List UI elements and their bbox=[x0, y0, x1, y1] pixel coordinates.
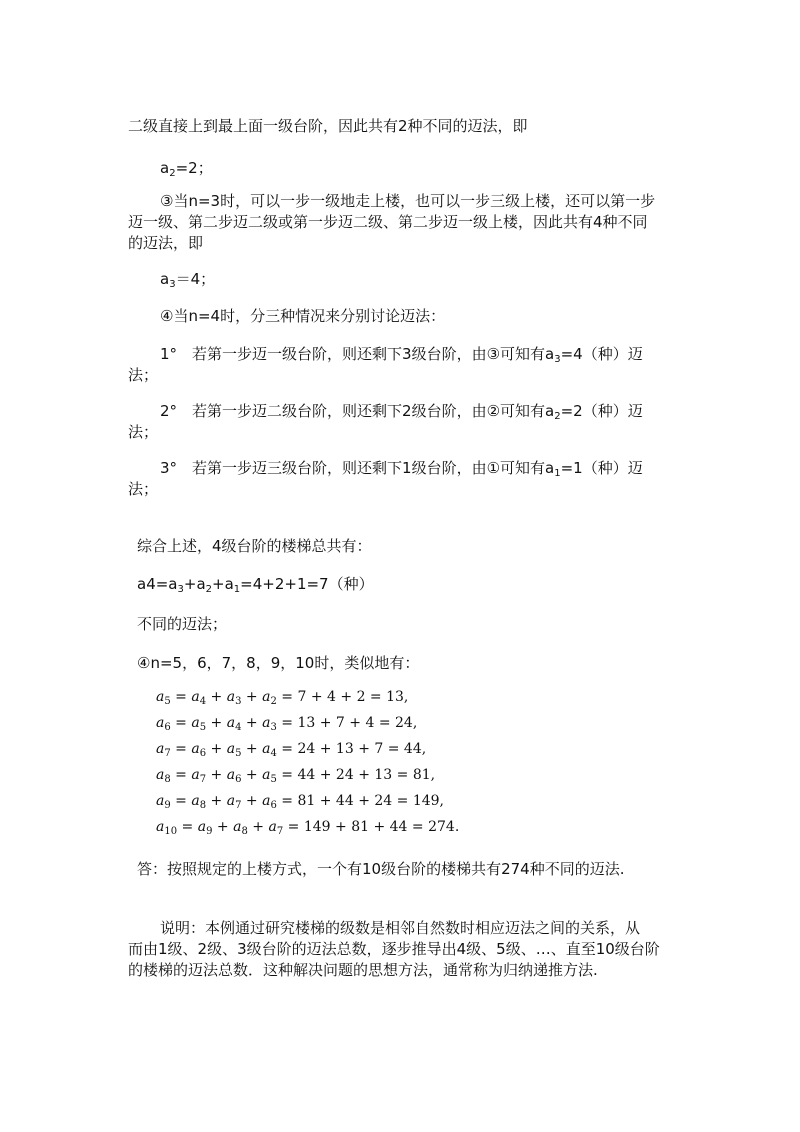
paragraph-line: 法； bbox=[128, 366, 159, 384]
case-3-line: 3° 若第一步迈三级台阶，则还剩下1级台阶，由①可知有$a_1=1$（种）迈 bbox=[160, 459, 643, 479]
note-line: 说明：本例通过研究楼梯的级数是相邻自然数时相应迈法之间的关系，从 bbox=[160, 919, 641, 937]
paragraph-line: 二级直接上到最上面一级台阶，因此共有2种不同的迈法，即 bbox=[128, 117, 528, 135]
equation-row: $a_{10} = a_9 + a_8 + a_7 = 149 + 81 + 44 = 274$. bbox=[156, 819, 460, 837]
equation-row: $a_8 = a_7 + a_6 + a_5 = 44 + 24 + 13 = 81$, bbox=[156, 767, 436, 785]
equation-row: $a_7 = a_6 + a_5 + a_4 = 24 + 13 + 7 = 44$, bbox=[156, 741, 427, 759]
paragraph-line: ③当n=3时，可以一步一级地走上楼，也可以一步三级上楼，还可以第一步 bbox=[160, 192, 656, 210]
formula-a3: $a_3=4$； bbox=[160, 270, 216, 290]
paragraph-line: 不同的迈法； bbox=[137, 615, 228, 633]
note-line: 的楼梯的迈法总数．这种解决问题的思想方法，通常称为归纳递推方法. bbox=[128, 961, 598, 979]
paragraph-line: ④当n=4时，分三种情况来分别讨论迈法： bbox=[160, 307, 446, 325]
paragraph-line: 的迈法，即 bbox=[128, 234, 204, 252]
answer-line: 答：按照规定的上楼方式，一个有10级台阶的楼梯共有274种不同的迈法. bbox=[137, 860, 625, 878]
equation-row: $a_6 = a_5 + a_4 + a_3 = 13 + 7 + 4 = 24$, bbox=[156, 715, 418, 733]
equation-row: $a_9 = a_8 + a_7 + a_6 = 81 + 44 + 24 = 149$, bbox=[156, 793, 444, 811]
case-2-line: 2° 若第一步迈二级台阶，则还剩下2级台阶，由②可知有$a_2=2$（种）迈 bbox=[160, 402, 643, 422]
formula-a2: $a_2=2$； bbox=[160, 159, 213, 179]
case-1-line: 1° 若第一步迈一级台阶，则还剩下3级台阶，由③可知有$a_3=4$（种）迈 bbox=[160, 345, 643, 365]
paragraph-line: 综合上述，4级台阶的楼梯总共有： bbox=[137, 537, 372, 555]
paragraph-line: ④n=5，6，7，8，9，10时，类似地有： bbox=[137, 654, 420, 672]
equation-row: $a_5 = a_4 + a_3 + a_2 = 7 + 4 + 2 = 13$, bbox=[156, 689, 409, 707]
paragraph-line: 法； bbox=[128, 423, 159, 441]
paragraph-line: 迈一级、第二步迈二级或第一步迈二级、第二步迈一级上楼，因此共有4种不同 bbox=[128, 213, 648, 231]
note-line: 而由1级、2级、3级台阶的迈法总数，逐步推导出4级、5级、…、直至10级台阶 bbox=[128, 940, 660, 958]
formula-a4: $a4=a_3+a_2+a_1=4+2+1=7$（种） bbox=[137, 575, 374, 595]
paragraph-line: 法； bbox=[128, 480, 159, 498]
